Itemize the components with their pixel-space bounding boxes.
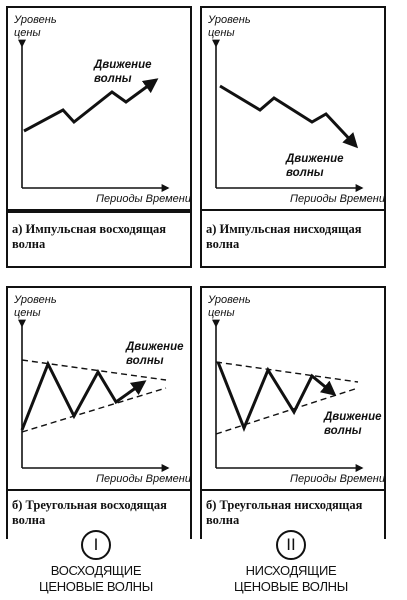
group-two-label: НИСХОДЯЩИЕ ЦЕНОВЫЕ ВОЛНЫ <box>234 563 348 594</box>
caption-impulse-falling: а) Импульсная нисходящая волна <box>206 222 362 251</box>
caption-bottom <box>6 266 192 268</box>
y-axis-label: Уровень цены <box>14 294 57 319</box>
caption-border-right <box>190 491 192 539</box>
group-two-badge: II <box>276 530 306 560</box>
wave-line <box>220 86 356 146</box>
caption-border-left <box>200 491 202 539</box>
movement-label: Движение волны <box>94 59 152 85</box>
movement-label: Движение волны <box>126 341 184 367</box>
lower-trendline <box>22 388 166 432</box>
caption-bottom <box>200 266 386 268</box>
panel-impulse-falling <box>200 6 386 211</box>
y-axis-label: Уровень цены <box>208 14 251 39</box>
x-axis-label: Периоды Времени <box>96 193 191 205</box>
group-one-badge: I <box>81 530 111 560</box>
caption-border-left <box>6 491 8 539</box>
group-one-label: ВОСХОДЯЩИЕ ЦЕНОВЫЕ ВОЛНЫ <box>39 563 153 594</box>
upper-trendline <box>216 362 358 382</box>
caption-border-right <box>384 491 386 539</box>
wave-line <box>24 80 156 131</box>
x-axis-label: Периоды Времени <box>290 473 385 485</box>
y-axis-label: Уровень цены <box>208 294 251 319</box>
caption-impulse-rising: а) Импульсная восходящая волна <box>12 222 167 251</box>
wave-line <box>218 362 334 428</box>
panel-impulse-rising <box>6 6 192 211</box>
panel-triangle-rising <box>6 286 192 491</box>
movement-label: Движение волны <box>324 411 382 437</box>
caption-triangle-rising: б) Треугольная восходящая волна <box>12 498 167 527</box>
caption-border-right <box>190 211 192 266</box>
panel-triangle-falling <box>200 286 386 491</box>
caption-border-right <box>384 211 386 266</box>
x-axis-label: Периоды Времени <box>290 193 385 205</box>
x-axis-label: Периоды Времени <box>96 473 191 485</box>
y-axis-label: Уровень цены <box>14 14 57 39</box>
caption-border-left <box>6 211 8 266</box>
movement-label: Движение волны <box>286 153 344 179</box>
caption-divider <box>6 211 192 213</box>
caption-triangle-falling: б) Треугольная нисходящая волна <box>206 498 363 527</box>
caption-border-left <box>200 211 202 266</box>
